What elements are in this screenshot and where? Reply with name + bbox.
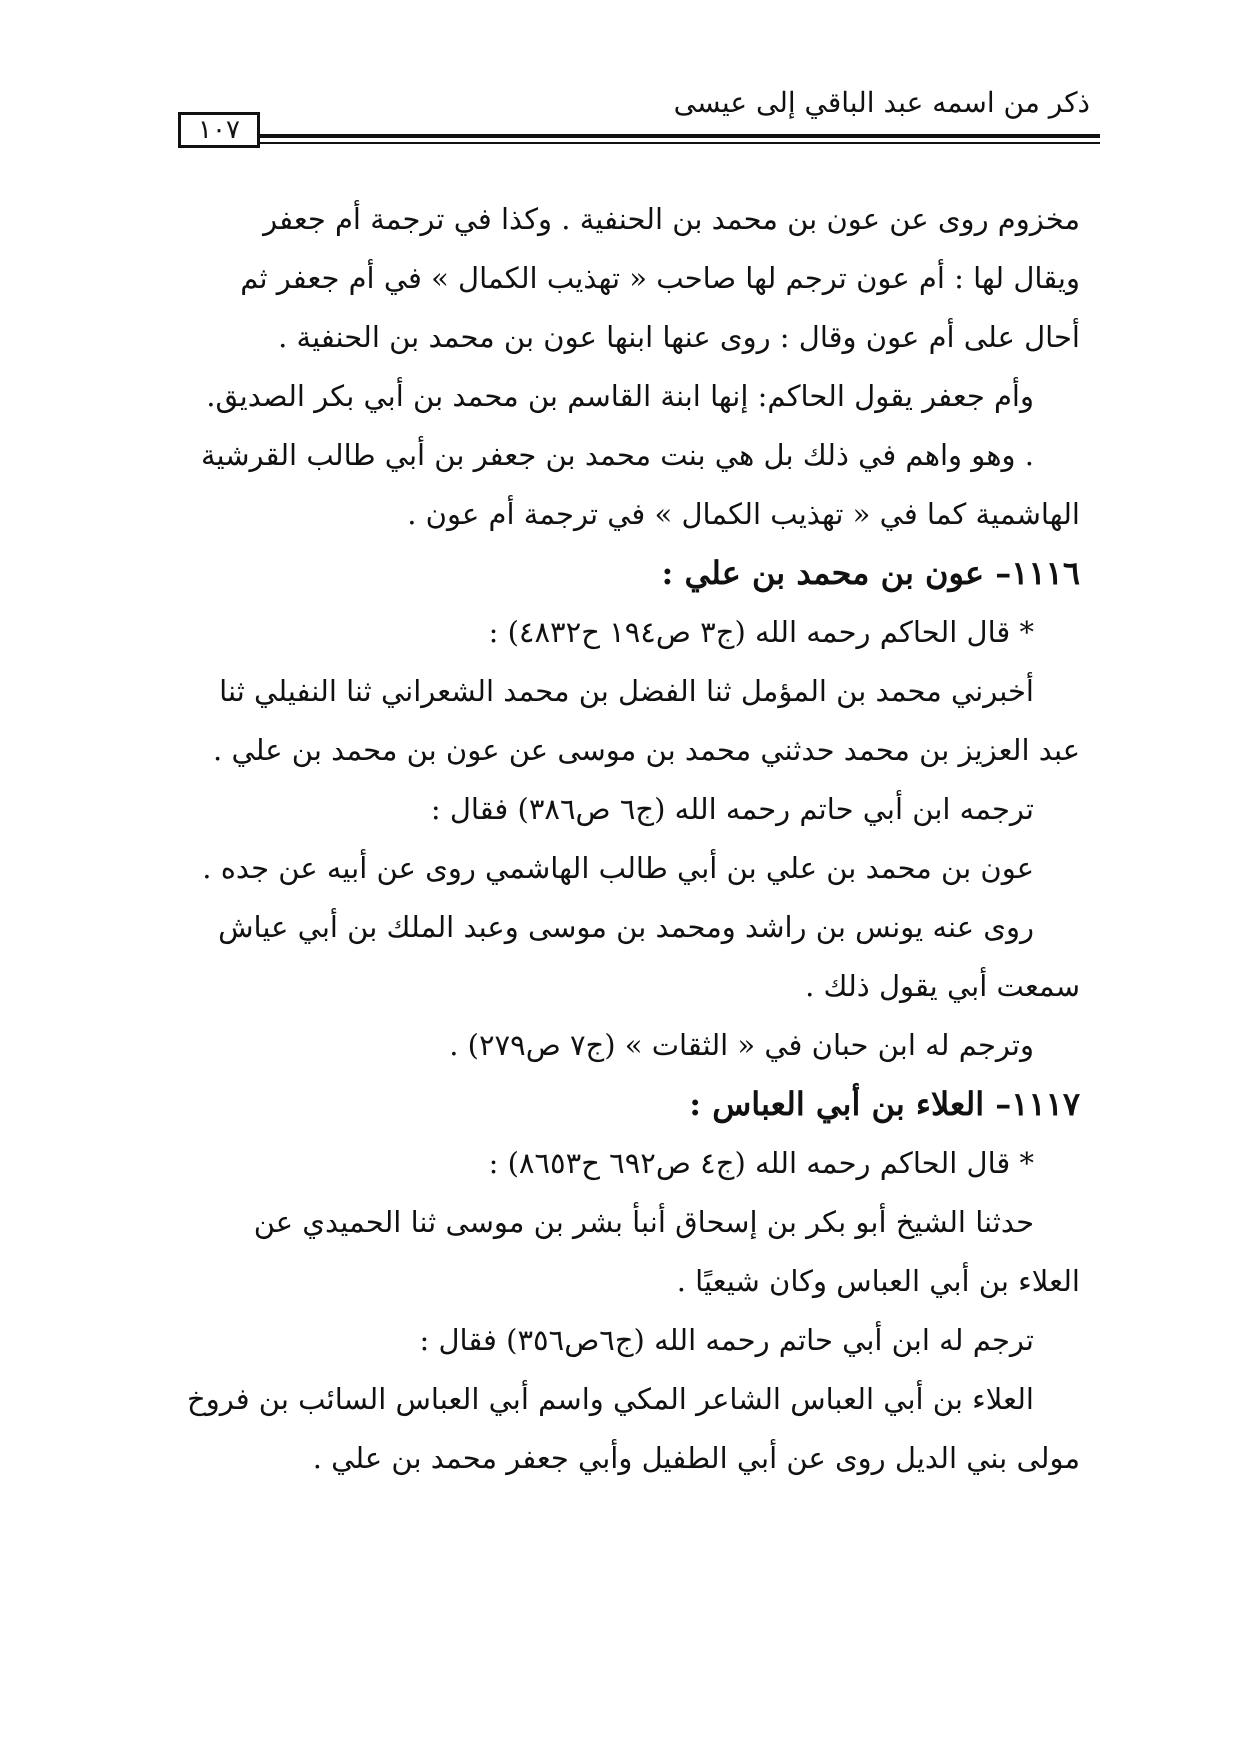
text-line: وأم جعفر يقول الحاكم: إنها ابنة القاسم بن محمد بن أبي بكر الصديق. bbox=[206, 379, 1034, 413]
text-line: سمعت أبي يقول ذلك . bbox=[805, 969, 1080, 1003]
page-body bbox=[158, 190, 1080, 1488]
text-line: مخزوم روى عن عون بن محمد بن الحنفية . وكذا في ترجمة أم جعفر bbox=[263, 202, 1080, 236]
entry-heading-1116: ١١١٦– عون بن محمد بن علي : bbox=[661, 554, 1080, 592]
header-rule-thick bbox=[260, 134, 1100, 138]
text-line: حدثنا الشيخ أبو بكر بن إسحاق أنبأ بشر بن موسى ثنا الحميدي عن bbox=[253, 1205, 1034, 1239]
entry-heading-1117: ١١١٧– العلاء بن أبي العباس : bbox=[689, 1085, 1080, 1123]
text-line: ترجمه ابن أبي حاتم رحمه الله (ج٦ ص٣٨٦) فقال : bbox=[430, 792, 1034, 826]
text-line: العلاء بن أبي العباس الشاعر المكي واسم أبي العباس السائب بن فروخ bbox=[186, 1382, 1034, 1416]
running-title: ذكر من اسمه عبد الباقي إلى عيسى bbox=[673, 86, 1090, 119]
text-line: مولى بني الديل روى عن أبي الطفيل وأبي جعفر محمد بن علي . bbox=[312, 1441, 1080, 1475]
text-line: عبد العزيز بن محمد حدثني محمد بن موسى عن عون بن محمد بن علي . bbox=[213, 733, 1080, 767]
text-line: أحال على أم عون وقال : روى عنها ابنها عون بن محمد بن الحنفية . bbox=[278, 320, 1080, 354]
text-line: روى عنه يونس بن راشد ومحمد بن موسى وعبد الملك بن أبي عياش bbox=[218, 910, 1034, 944]
page-number: ١٠٧ bbox=[178, 112, 260, 148]
page-header bbox=[170, 78, 1100, 148]
text-line: * قال الحاكم رحمه الله (ج٤ ص٦٩٢ ح٨٦٥٣) : bbox=[488, 1146, 1034, 1180]
text-line: . وهو واهم في ذلك بل هي بنت محمد بن جعفر بن أبي طالب القرشية bbox=[200, 438, 1034, 472]
text-line: ترجم له ابن أبي حاتم رحمه الله (ج٦ص٣٥٦) فقال : bbox=[419, 1323, 1034, 1357]
text-line: عون بن محمد بن علي بن أبي طالب الهاشمي روى عن أبيه عن جده . bbox=[202, 851, 1034, 885]
text-line: العلاء بن أبي العباس وكان شيعيًا . bbox=[676, 1264, 1080, 1298]
text-line: ويقال لها : أم عون ترجم لها صاحب « تهذيب الكمال » في أم جعفر ثم bbox=[240, 261, 1080, 295]
text-line: وترجم له ابن حبان في « الثقات » (ج٧ ص٢٧٩) . bbox=[449, 1028, 1034, 1062]
text-line: * قال الحاكم رحمه الله (ج٣ ص١٩٤ ح٤٨٣٢) : bbox=[488, 615, 1034, 649]
header-rule-thin bbox=[260, 142, 1100, 144]
text-line: أخبرني محمد بن المؤمل ثنا الفضل بن محمد الشعراني ثنا النفيلي ثنا bbox=[219, 674, 1034, 708]
text-line: الهاشمية كما في « تهذيب الكمال » في ترجمة أم عون . bbox=[407, 497, 1080, 531]
